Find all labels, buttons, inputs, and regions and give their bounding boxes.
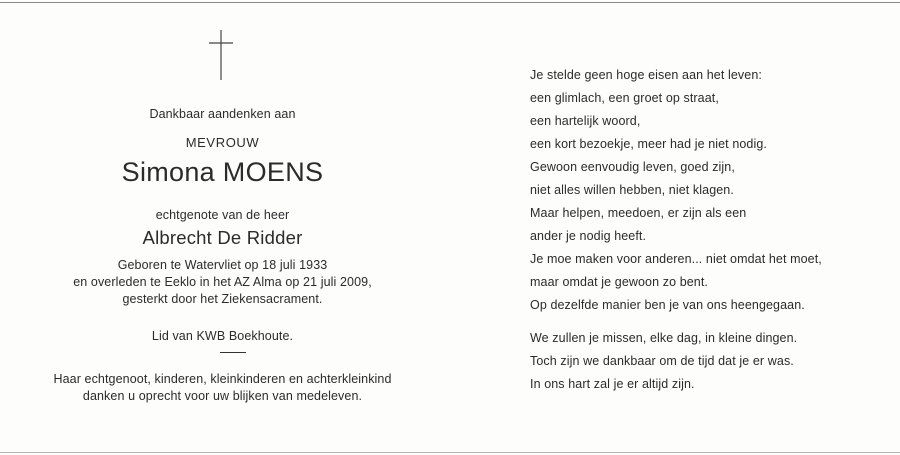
birth-text: Geboren te Watervliet op 18 juli 1933: [117, 258, 328, 272]
spouse-intro: echtgenote van de heer: [155, 208, 290, 222]
top-border: [0, 2, 900, 3]
membership-text: Lid van KWB Boekhoute.: [151, 329, 294, 343]
deceased-name: Simona MOENS: [121, 157, 324, 187]
poem-line: We zullen je missen, elke dag, in kleine dingen.: [530, 331, 798, 345]
poem-line: Gewoon eenvoudig leven, goed zijn,: [530, 160, 735, 174]
spouse-name: Albrecht De Ridder: [142, 227, 303, 248]
poem-line: maar omdat je gewoon zo bent.: [530, 275, 709, 289]
poem-line: Je stelde geen hoge eisen aan het leven:: [530, 68, 762, 82]
poem-line: Toch zijn we dankbaar om de tijd dat je er was.: [530, 354, 794, 368]
poem-line: ander je nodig heeft.: [530, 229, 647, 243]
poem-line: In ons hart zal je er altijd zijn.: [530, 377, 695, 391]
death-text: en overleden te Eeklo in het AZ Alma op 21 juli 2009,: [73, 275, 372, 289]
poem-line: een kort bezoekje, meer had je niet nodig.: [530, 137, 767, 151]
sacrament-text: gesterkt door het Ziekensacrament.: [122, 292, 323, 306]
dedication-text: Dankbaar aandenken aan: [149, 107, 296, 121]
poem-line: een hartelijk woord,: [530, 114, 641, 128]
poem-line: een glimlach, een groet op straat,: [530, 91, 719, 105]
cross-icon: [209, 30, 233, 80]
poem-line: niet alles willen hebben, niet klagen.: [530, 183, 734, 197]
thanks-line-1: Haar echtgenoot, kinderen, kleinkinderen en achterkleinkind: [53, 372, 392, 386]
bottom-border: [0, 452, 900, 453]
poem-line: Je moe maken voor anderen... niet omdat het moet,: [530, 252, 822, 266]
poem-line: Maar helpen, meedoen, er zijn als een: [530, 206, 747, 220]
poem-line: Op dezelfde manier ben je van ons heengegaan.: [530, 298, 805, 312]
divider-rule: [220, 352, 246, 353]
thanks-line-2: danken u oprecht voor uw blijken van medeleven.: [82, 389, 363, 403]
title-text: MEVROUW: [185, 135, 260, 150]
